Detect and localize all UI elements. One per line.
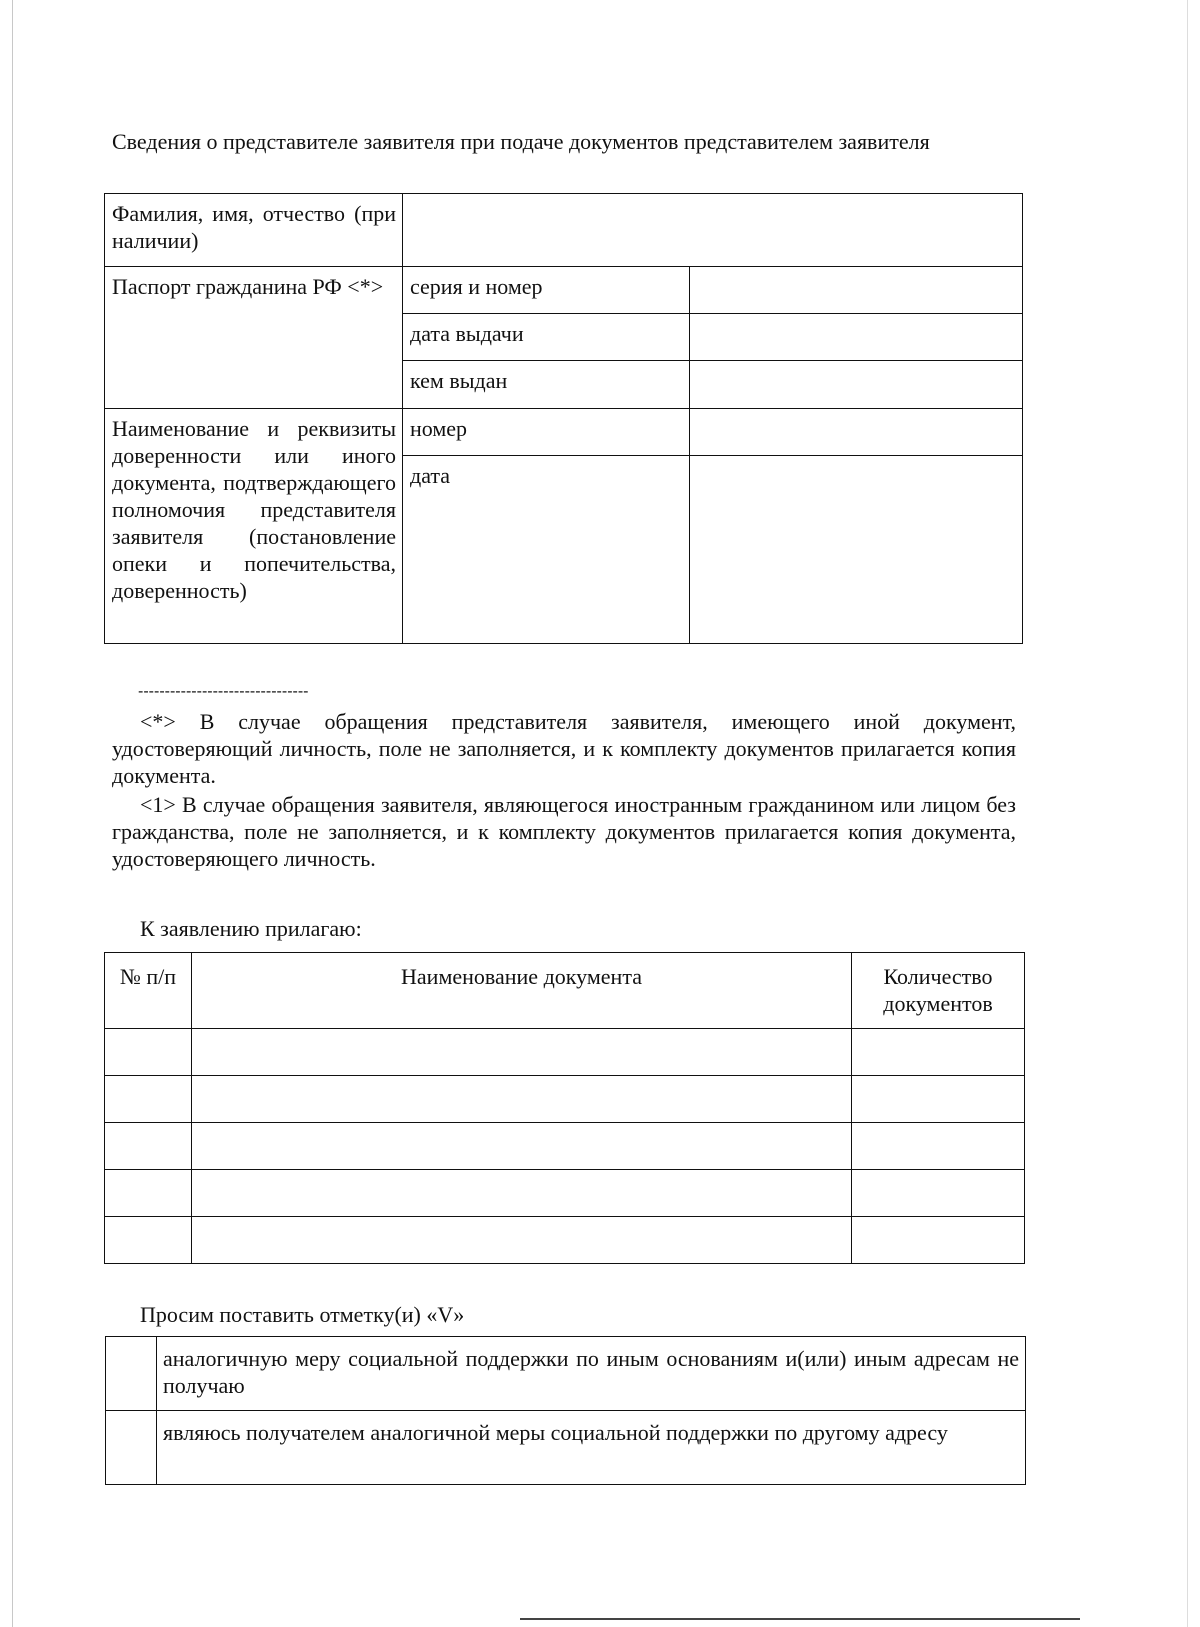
footnote-star: <*> В случае обращения представителя заявителя, имеющего иной документ, удостоверяющий личность, поле не заполняется, и к комплекту документов прилагается копия документа. — [112, 709, 1016, 788]
col-num-header: № п/п — [105, 953, 192, 1029]
scan-edge-right — [1187, 0, 1188, 1627]
attach-cell[interactable] — [192, 1170, 852, 1217]
attach-cell[interactable] — [852, 1170, 1025, 1217]
mark-option: являюсь получателем аналогичной меры социальной поддержки по другому адресу — [157, 1411, 1026, 1485]
attach-cell[interactable] — [852, 1217, 1025, 1264]
attach-cell[interactable] — [852, 1029, 1025, 1076]
authority-doc-number-label: номер — [403, 409, 690, 456]
col-name-header: Наименование документа — [192, 953, 852, 1029]
authority-doc-date-input[interactable] — [690, 456, 1023, 644]
fio-input-cell[interactable] — [403, 194, 1023, 267]
attach-cell[interactable] — [192, 1217, 852, 1264]
representative-table — [104, 193, 1023, 644]
attach-cell[interactable] — [852, 1123, 1025, 1170]
passport-series-input[interactable] — [690, 267, 1023, 314]
attach-cell[interactable] — [192, 1123, 852, 1170]
marks-heading: Просим поставить отметку(и) «V» — [140, 1302, 465, 1327]
authority-doc-number-input[interactable] — [690, 409, 1023, 456]
passport-issuer-label: кем выдан — [403, 361, 690, 409]
attach-cell[interactable] — [105, 1170, 192, 1217]
footnote-one: <1> В случае обращения заявителя, являющегося иностранным гражданином или лицом без гражданства, поле не заполняется, и к комплекту документов прилагается копия документа, удостоверяющего личность. — [112, 792, 1016, 871]
attach-cell[interactable] — [192, 1076, 852, 1123]
passport-series-label: серия и номер — [403, 267, 690, 314]
passport-issuer-input[interactable] — [690, 361, 1023, 409]
fio-label: Фамилия, имя, отчество (при наличии) — [105, 194, 403, 267]
passport-label: Паспорт гражданина РФ <*> — [105, 267, 403, 409]
passport-date-input[interactable] — [690, 314, 1023, 361]
section-intro: Сведения о представителе заявителя при подаче документов представителем заявителя — [112, 129, 930, 154]
passport-date-label: дата выдачи — [403, 314, 690, 361]
scan-edge-bottom — [520, 1618, 1080, 1620]
scan-edge-left — [12, 0, 13, 1627]
attach-cell[interactable] — [105, 1029, 192, 1076]
authority-doc-label: Наименование и реквизиты доверенности или иного документа, подтверждающего полномочия представителя заявителя (постановление опеки и попечительства, доверенность) — [105, 409, 403, 644]
col-count-header: Количество документов — [852, 953, 1025, 1029]
mark-option: аналогичную меру социальной поддержки по иным основаниям и(или) иным адресам не получаю — [157, 1337, 1026, 1411]
attachments-table — [104, 952, 1025, 1264]
attach-cell[interactable] — [105, 1217, 192, 1264]
attach-cell[interactable] — [192, 1029, 852, 1076]
mark-checkbox[interactable] — [106, 1411, 157, 1485]
attach-cell[interactable] — [105, 1076, 192, 1123]
marks-table — [105, 1336, 1026, 1485]
footnote-separator: -------------------------------- — [138, 683, 309, 700]
attachments-heading: К заявлению прилагаю: — [140, 916, 362, 941]
attach-cell[interactable] — [852, 1076, 1025, 1123]
mark-checkbox[interactable] — [106, 1337, 157, 1411]
authority-doc-date-label: дата — [403, 456, 690, 644]
attach-cell[interactable] — [105, 1123, 192, 1170]
